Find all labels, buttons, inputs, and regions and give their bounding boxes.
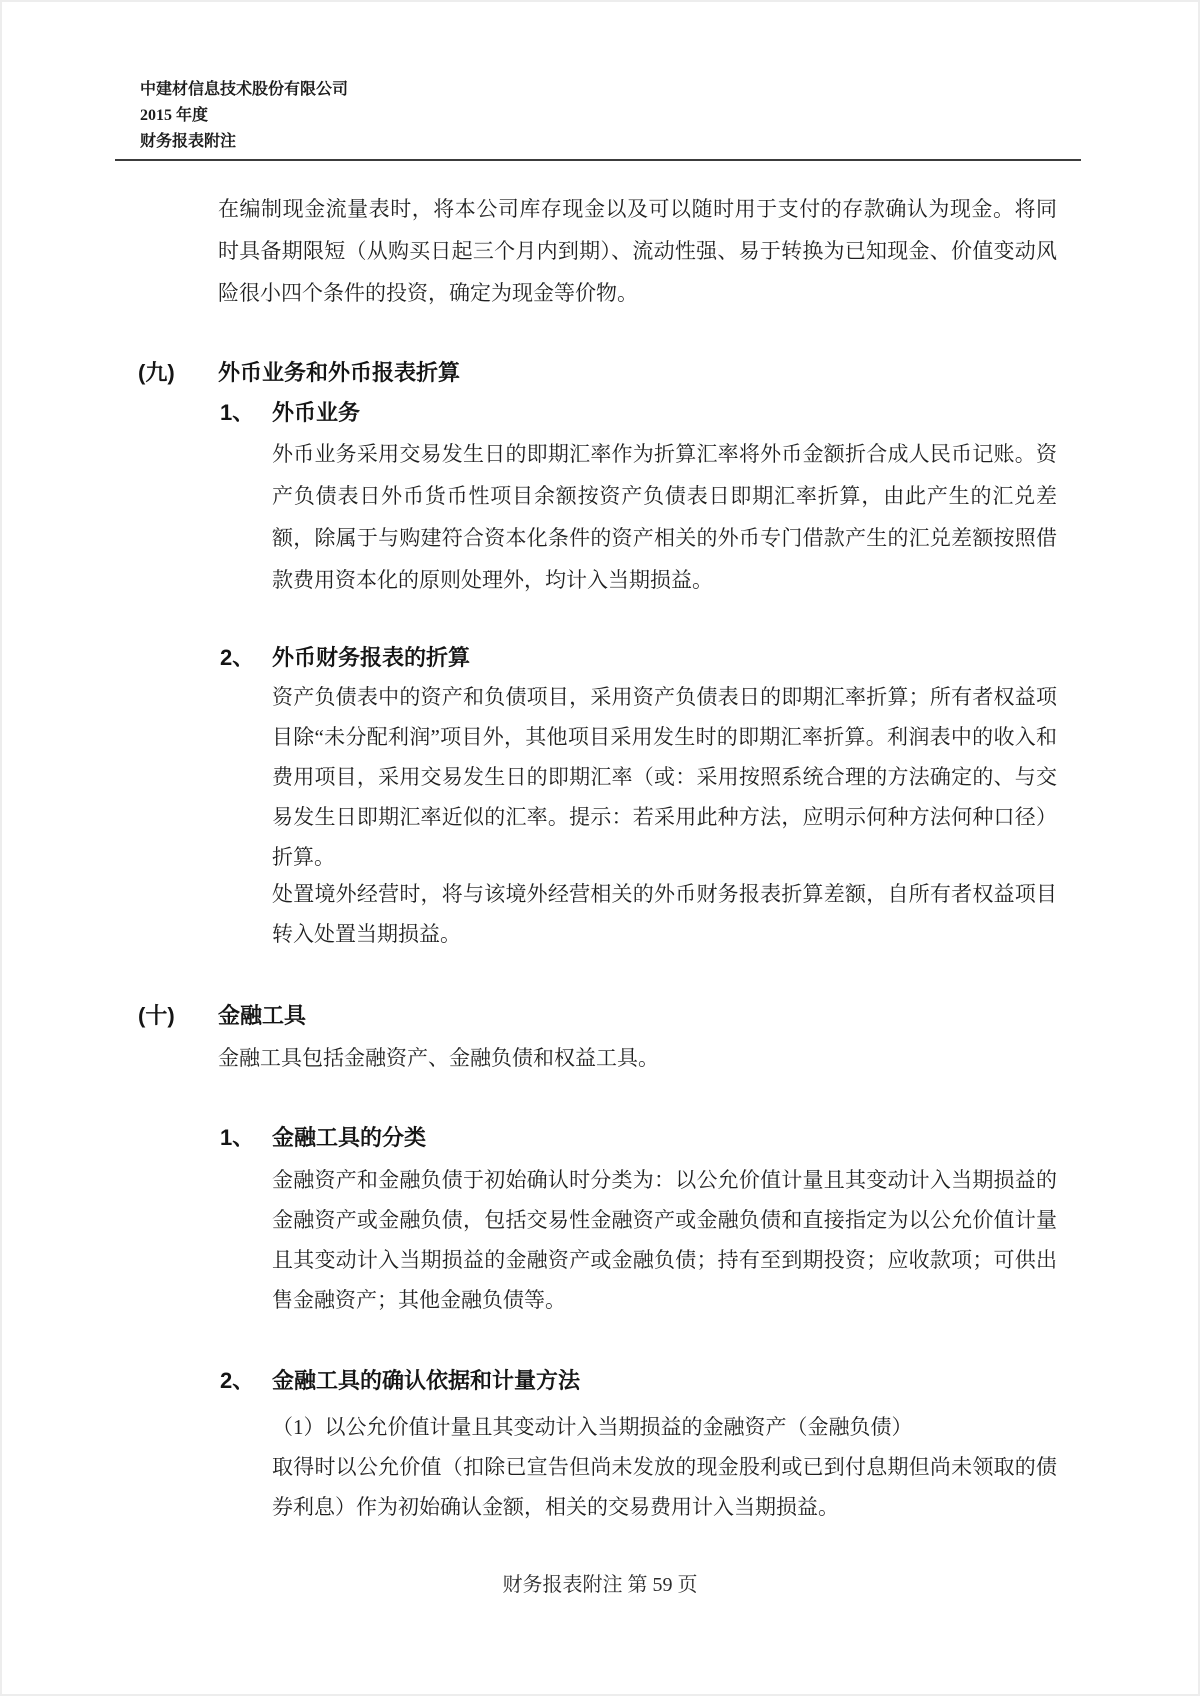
section-9-heading (138, 352, 460, 394)
section-9-item-1-heading (220, 392, 360, 434)
section-9-item-2-heading (220, 637, 470, 679)
section-10-item-1-body: 金融资产和金融负债于初始确认时分类为：以公允价值计量且其变动计入当期损益的金融资产或金融负债，包括交易性金融资产或金融负债和直接指定为以公允价值计量且其变动计入当期损益的金融资产或金融负债；持有至到期投资；应收款项；可供出售金融资产；其他金融负债等。 (272, 1168, 1057, 1312)
section-10-title: 金融工具 (218, 1003, 307, 1028)
section-10-marker: (十) (138, 1003, 175, 1028)
item-number: 2、 (220, 645, 255, 670)
header-fiscal-year: 2015 年度 (140, 107, 209, 124)
item-number: 1、 (220, 400, 255, 425)
section-9-item-2-body-part-2: 处置境外经营时，将与该境外经营相关的外币财务报表折算差额，自所有者权益项目转入处置当期损益。 (272, 882, 1057, 946)
item-title: 金融工具的分类 (272, 1125, 427, 1150)
section-10-heading (138, 995, 306, 1037)
item-number: 1、 (220, 1125, 255, 1150)
section-10-item-2-subheading: （1）以公允价值计量且其变动计入当期损益的金融资产（金融负债） (272, 1415, 913, 1439)
header-divider-rule (115, 159, 1081, 161)
section-10-item-1-heading (220, 1117, 426, 1159)
footer-page-label: 财务报表附注 第 59 页 (502, 1574, 698, 1596)
header-doc-title: 财务报表附注 (140, 133, 237, 150)
section-9-item-1-body: 外币业务采用交易发生日的即期汇率作为折算汇率将外币金额折合成人民币记账。资产负债表日外币货币性项目余额按资产负债表日即期汇率折算，由此产生的汇兑差额，除属于与购建符合资本化条件的资产相关的外币专门借款产生的汇兑差额按照借款费用资本化的原则处理外，均计入当期损益。 (272, 442, 1057, 592)
section-9-marker: (九) (138, 360, 175, 385)
section-10-item-2-heading (220, 1360, 580, 1402)
item-title: 外币业务 (272, 400, 361, 425)
header-company-name: 中建材信息技术股份有限公司 (140, 81, 349, 98)
item-title: 外币财务报表的折算 (272, 645, 471, 670)
item-title: 金融工具的确认依据和计量方法 (272, 1368, 581, 1393)
section-9-title: 外币业务和外币报表折算 (218, 360, 461, 385)
section-9-item-2-body-part-1: 资产负债表中的资产和负债项目，采用资产负债表日的即期汇率折算；所有者权益项目除“未分配利润”项目外，其他项目采用发生时的即期汇率折算。利润表中的收入和费用项目，采用交易发生日的即期汇率（或：采用按照系统合理的方法确定的、与交易发生日即期汇率近似的汇率。提示：若采用此种方法，应明示何种方法何种口径）折算。 (272, 685, 1057, 869)
page-header (140, 77, 348, 155)
section-10-intro-paragraph: 金融工具包括金融资产、金融负债和权益工具。 (218, 1046, 659, 1070)
section-10-item-2-body: 取得时以公允价值（扣除已宣告但尚未发放的现金股利或已到付息期但尚未领取的债券利息）作为初始确认金额，相关的交易费用计入当期损益。 (272, 1455, 1057, 1519)
cash-equivalents-paragraph: 在编制现金流量表时，将本公司库存现金以及可以随时用于支付的存款确认为现金。将同时具备期限短（从购买日起三个月内到期）、流动性强、易于转换为已知现金、价值变动风险很小四个条件的投资，确定为现金等价物。 (218, 197, 1057, 305)
item-number: 2、 (220, 1368, 255, 1393)
